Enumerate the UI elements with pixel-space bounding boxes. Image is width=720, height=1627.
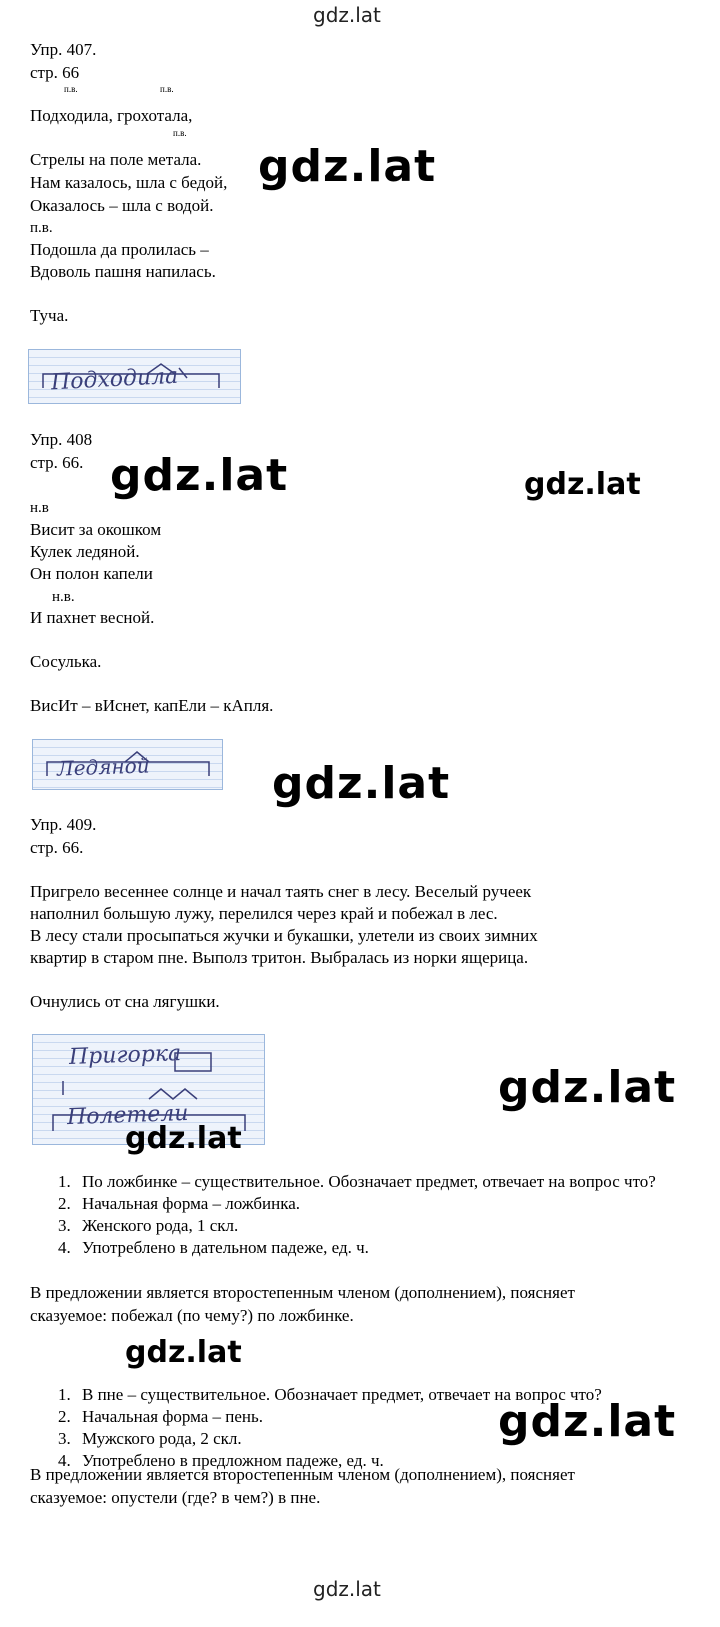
- watermark[interactable]: gdz.lat: [272, 758, 451, 809]
- ex407-answer: Туча.: [30, 306, 69, 325]
- watermark[interactable]: gdz.lat: [125, 1121, 242, 1156]
- list-item-text: Употреблено в предложном падеже, ед. ч.: [82, 1451, 384, 1470]
- ex407-mark: п.в.: [160, 84, 174, 94]
- list-item: [30, 1194, 698, 1214]
- watermark[interactable]: gdz.lat: [258, 141, 437, 192]
- ex407-page: стр. 66: [30, 63, 80, 82]
- poem-line: Висит за окошком: [30, 520, 162, 539]
- list-number: 1.: [58, 1385, 71, 1404]
- analysis-summary-line: В предложении является второстепенным членом (дополнением), поясняет: [30, 1283, 575, 1302]
- analysis-summary-line: сказуемое: опустели (где? в чем?) в пне.: [30, 1488, 321, 1507]
- list-item: [30, 1216, 698, 1236]
- list-item-text: По ложбинке – существительное. Обозначает предмет, отвечает на вопрос что?: [82, 1172, 656, 1191]
- poem-line: Кулек ледяной.: [30, 542, 140, 561]
- ex407-mark-line: п.в.: [30, 220, 53, 236]
- ex409-title: Упр. 409.: [30, 815, 97, 834]
- analysis-list: [30, 1172, 698, 1258]
- list-number: 3.: [58, 1216, 71, 1235]
- ex408-title: Упр. 408: [30, 430, 93, 449]
- list-item-text: Мужского рода, 2 скл.: [82, 1429, 242, 1448]
- ex408-handwriting-image: [32, 739, 223, 790]
- handwriting-word: Ледяной: [56, 753, 150, 781]
- ex407-mark: п.в.: [64, 84, 78, 94]
- watermark[interactable]: gdz.lat: [498, 1396, 677, 1447]
- ex409-page: стр. 66.: [30, 838, 84, 857]
- list-number: 4.: [58, 1238, 71, 1257]
- ex409-text-line: В лесу стали просыпаться жучки и букашки, улетели из своих зимних: [30, 926, 538, 945]
- ex408-stress-pairs: ВисИт – вИснет, капЕли – кАпля.: [30, 696, 274, 715]
- watermark[interactable]: gdz.lat: [524, 467, 641, 502]
- poem-line: И пахнет весной.: [30, 608, 155, 627]
- list-number: 1.: [58, 1172, 71, 1191]
- ex409-text-line: Очнулись от сна лягушки.: [30, 992, 220, 1011]
- ex407-title: Упр. 407.: [30, 40, 97, 59]
- list-item: [30, 1172, 698, 1192]
- list-item-text: Употреблено в дательном падеже, ед. ч.: [82, 1238, 369, 1257]
- ex409-text-line: Пригрело весеннее солнце и начал таять снег в лесу. Веселый ручеек: [30, 882, 532, 901]
- poem-line: Подошла да пролилась –: [30, 240, 209, 259]
- watermark[interactable]: gdz.lat: [125, 1335, 242, 1370]
- analysis-summary-line: сказуемое: побежал (по чему?) по ложбинке.: [30, 1306, 354, 1325]
- list-number: 2.: [58, 1407, 71, 1426]
- ex408-answer: Сосулька.: [30, 652, 102, 671]
- poem-line: Вдоволь пашня напилась.: [30, 262, 216, 281]
- ex407-handwriting-image: [28, 349, 241, 404]
- poem-line: Нам казалось, шла с бедой,: [30, 173, 228, 192]
- watermark[interactable]: gdz.lat: [110, 450, 289, 501]
- list-item-text: Начальная форма – пень.: [82, 1407, 264, 1426]
- list-item-text: Женского рода, 1 скл.: [82, 1216, 239, 1235]
- poem-line: Стрелы на поле метала.: [30, 150, 202, 169]
- list-item-text: Начальная форма – ложбинка.: [82, 1194, 301, 1213]
- header-watermark[interactable]: gdz.lat: [313, 3, 381, 27]
- handwriting-word: Пригорка: [68, 1041, 182, 1070]
- list-number: 2.: [58, 1194, 71, 1213]
- ex409-text-line: наполнил большую лужу, перелился через край и побежал в лес.: [30, 904, 498, 923]
- ex408-mark-line: н.в: [30, 500, 49, 516]
- poem-line: Он полон капели: [30, 564, 153, 583]
- analysis-summary-line: В предложении является второстепенным членом (дополнением), поясняет: [30, 1465, 575, 1484]
- list-item-text: В пне – существительное. Обозначает предмет, отвечает на вопрос что?: [82, 1385, 602, 1404]
- ex407-mark: п.в.: [173, 128, 187, 138]
- list-item: [30, 1238, 698, 1258]
- ex408-page: стр. 66.: [30, 453, 84, 472]
- ex409-text-line: квартир в старом пне. Выполз тритон. Выбралась из норки ящерица.: [30, 948, 529, 967]
- poem-line: Подходила, грохотала,: [30, 106, 193, 125]
- list-number: 3.: [58, 1429, 71, 1448]
- poem-line: Оказалось – шла с водой.: [30, 196, 214, 215]
- list-number: 4.: [58, 1451, 71, 1470]
- handwriting-word: Полетели: [66, 1100, 189, 1131]
- ex408-mark-line: н.в.: [52, 589, 75, 605]
- watermark[interactable]: gdz.lat: [498, 1062, 677, 1113]
- footer-watermark[interactable]: gdz.lat: [313, 1577, 381, 1601]
- handwriting-word: Подходила: [50, 363, 179, 396]
